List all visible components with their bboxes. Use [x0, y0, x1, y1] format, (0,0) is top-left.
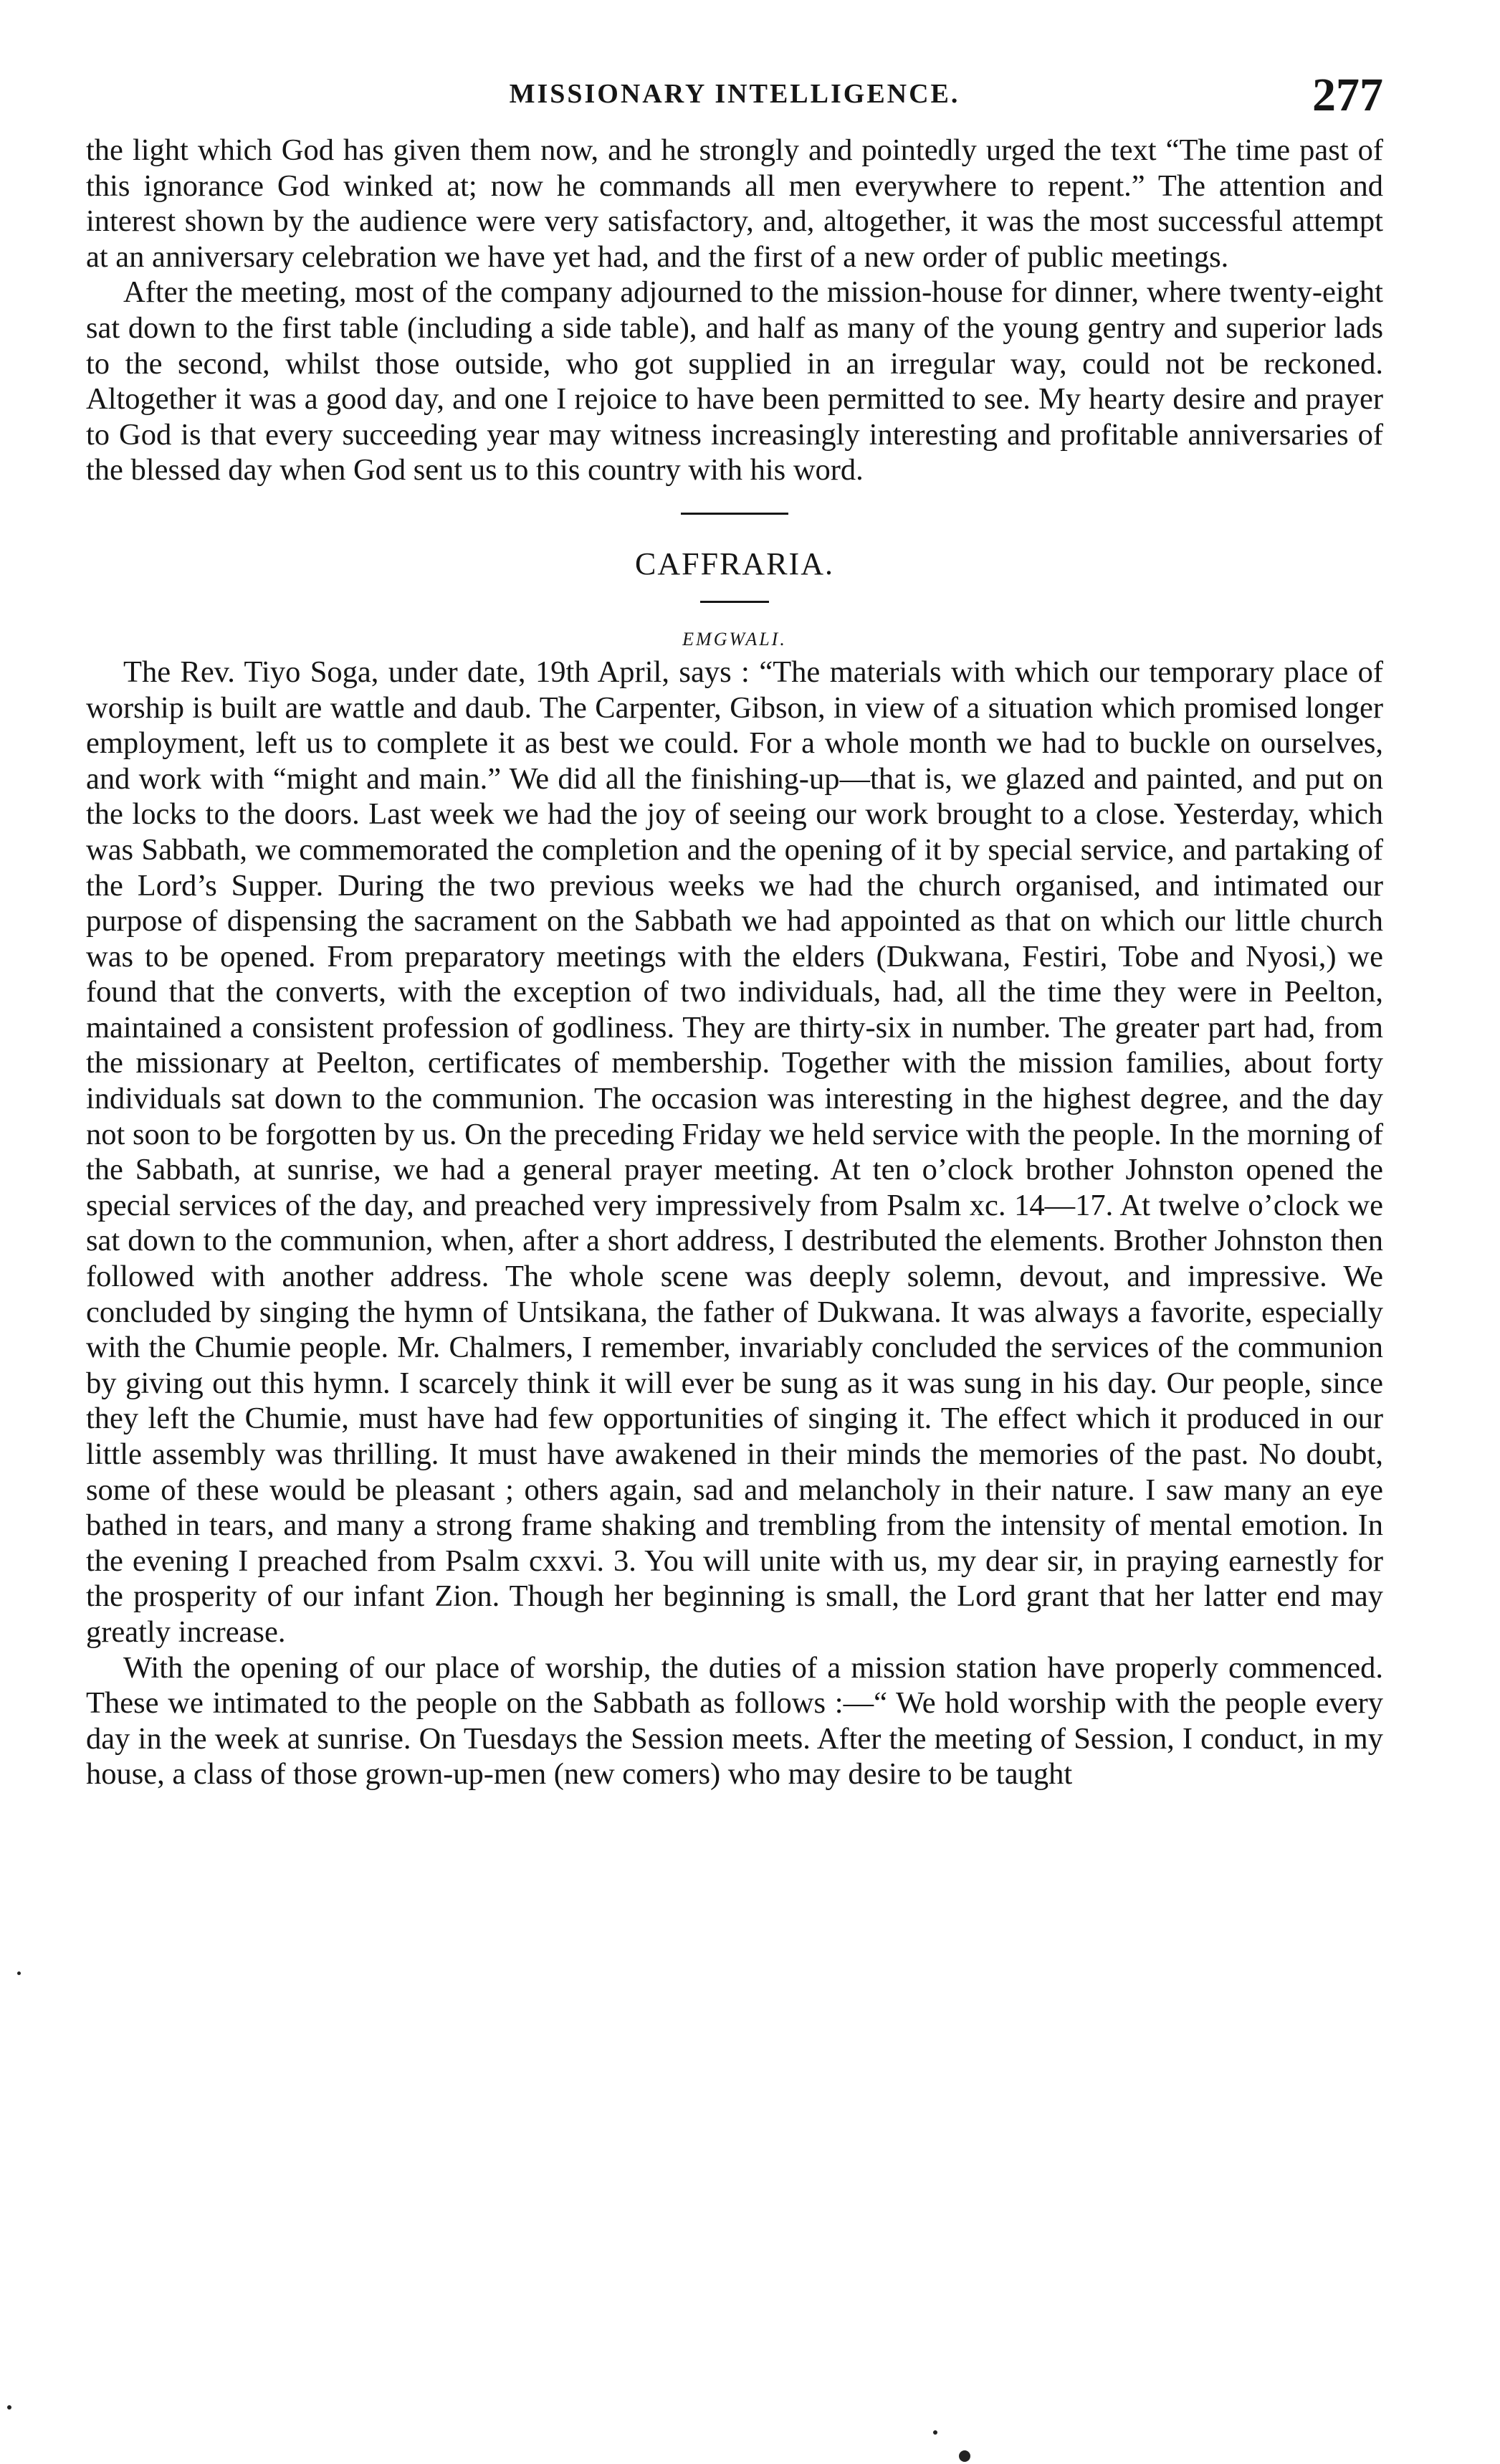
margin-speck-bottom	[933, 2430, 937, 2435]
intro-paragraph: the light which God has given them now, and he strongly and pointedly urged the text “The time past of this ignorance God winked at; now he commands all men everywhere to repent.” The attention and interest shown by the audience were very satisfactory, and, altogether, it was the most successful attempt at an anniversary celebration we have yet had, and the first of a new order of public meetings.	[86, 133, 1383, 274]
section-title: CAFFRARIA.	[635, 546, 834, 581]
margin-speck-bottom-edge	[959, 2450, 970, 2462]
page-number: 277	[1312, 69, 1383, 121]
section-divider-top	[681, 513, 788, 515]
page-header	[86, 68, 1383, 133]
place-heading: EMGWALI.	[682, 628, 787, 650]
closing-paragraph: With the opening of our place of worship, the duties of a mission station have properly commenced. These we intimated to the people on the Sabbath as follows :—“ We hold worship with the people every day in the week at sunrise. On Tuesdays the Session meets. After the meeting of Session, I conduct, in my house, a class of those grown-up-men (new comers) who may desire to be taught	[86, 1650, 1383, 1792]
letter-paragraph: The Rev. Tiyo Soga, under date, 19th April, says : “The materials with which our temporary place of worship is built are wattle and daub. The Carpenter, Gibson, in view of a situation which promised longer employment, left us to complete it as best we could. For a whole month we had to buckle on ourselves, and work with “might and main.” We did all the finishing-up—that is, we glazed and painted, and put on the locks to the doors. Last week we had the joy of seeing our work brought to a close. Yesterday, which was Sabbath, we commemorated the completion and the opening of it by special service, and partaking of the Lord’s Supper. During the two previous weeks we had the church organised, and intimated our purpose of dispensing the sacrament on the Sabbath we had appointed as that on which our little church was to be opened. From preparatory meetings with the elders (Dukwana, Festiri, Tobe and Nyosi,) we found that the converts, with the exception of two individuals, had, all the time they were in Peelton, maintained a consistent profession of godliness. They are thirty-six in number. The greater part had, from the missionary at Peelton, certificates of membership. Together with the mission families, about forty individuals sat down to the communion. The occasion was interesting in the highest degree, and the day not soon to be forgotten by us. On the preceding Friday we held service with the people. In the morning of the Sabbath, at sunrise, we had a general prayer meeting. At ten o’clock brother Johnston opened the special services of the day, and preached very impressively from Psalm xc. 14—17. At twelve o’clock we sat down to the communion, when, after a short address, I destributed the elements. Brother Johnston then followed with another address. The whole scene was deeply solemn, devout, and impressive. We concluded by singing the hymn of Untsikana, the father of Dukwana. It was always a favorite, especially with the Chumie people. Mr. Chalmers, I remember, invariably concluded the services of the communion by giving out this hymn. I scarcely think it will ever be sung as it was sung in his day. Our people, since they left the Chumie, must have had few opportunities of singing it. The effect which it produced in our little assembly was thrilling. It must have awakened in their minds the memories of the past. No doubt, some of these would be pleasant ; others again, sad and melancholy in their nature. I saw many an eye bathed in tears, and many a strong frame shaking and trembling from the intensity of mental emotion. In the evening I preached from Psalm cxxvi. 3. You will unite with us, my dear sir, in praying earnestly for the prosperity of our infant Zion. Though her beginning is small, the Lord grant that her latter end may greatly increase.	[86, 655, 1383, 1649]
after-meeting-paragraph: After the meeting, most of the company adjourned to the mission-house for dinner, where twenty-eight sat down to the first table (including a side table), and half as many of the young gentry and superior lads to the second, whilst those outside, who got supplied in an irregular way, could not be reckoned. Altogether it was a good day, and one I rejoice to have been permitted to see. My hearty desire and prayer to God is that every succeeding year may witness increasingly interesting and profitable anniversaries of the blessed day when God sent us to this country with his word.	[86, 275, 1383, 487]
running-title: MISSIONARY INTELLIGENCE.	[509, 79, 960, 109]
margin-speck-left	[17, 1971, 21, 1975]
page	[86, 68, 1383, 1792]
section-divider-bottom	[700, 601, 769, 603]
margin-speck-bottom-left	[7, 2405, 11, 2410]
